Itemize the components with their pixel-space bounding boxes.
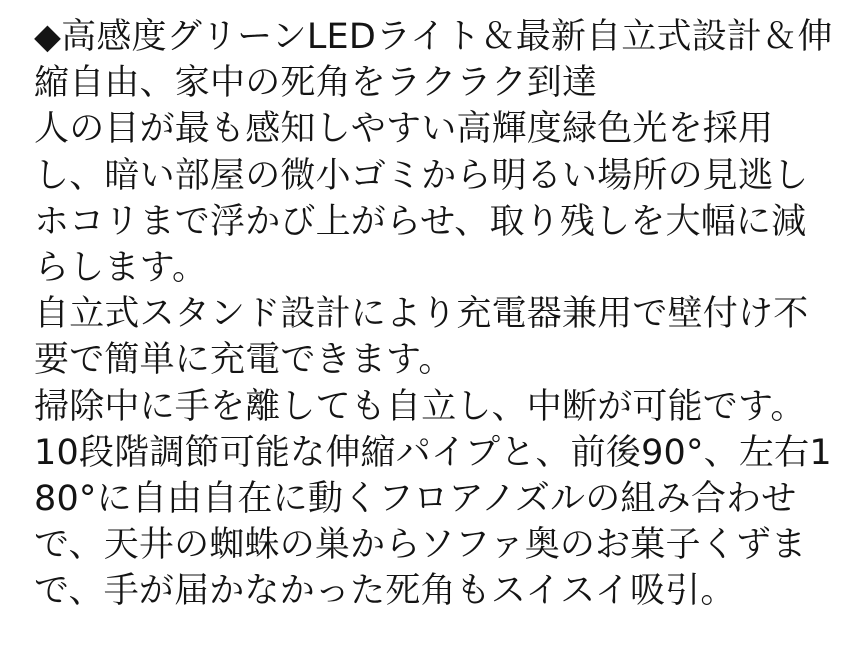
paragraph-stand-design: 自立式スタンド設計により充電器兼用で壁付け不要で簡単に充電できます。 — [34, 294, 809, 381]
paragraph-telescopic-pipe: 10段階調節可能な伸縮パイプと、前後90°、左右180°に自由自在に動くフロアノズルの組み合わせで、天井の蜘蛛の巣からソファ奥のお菓子くずまで、手が届かなかった死角もスイスイ吸引。 — [34, 432, 832, 612]
paragraph-green-led-description: 人の目が最も感知しやすい高輝度緑色光を採用し、暗い部屋の微小ゴミから明るい場所の見逃しホコリまで浮かび上がらせ、取り残しを大幅に減らします。 — [34, 109, 809, 288]
paragraph-feature-headline: ◆高感度グリーンLEDライト＆最新自立式設計＆伸縮自由、家中の死角をラクラク到達 — [34, 17, 833, 104]
paragraph-pause-support: 掃除中に手を離しても自立し、中断が可能です。 — [34, 386, 806, 427]
